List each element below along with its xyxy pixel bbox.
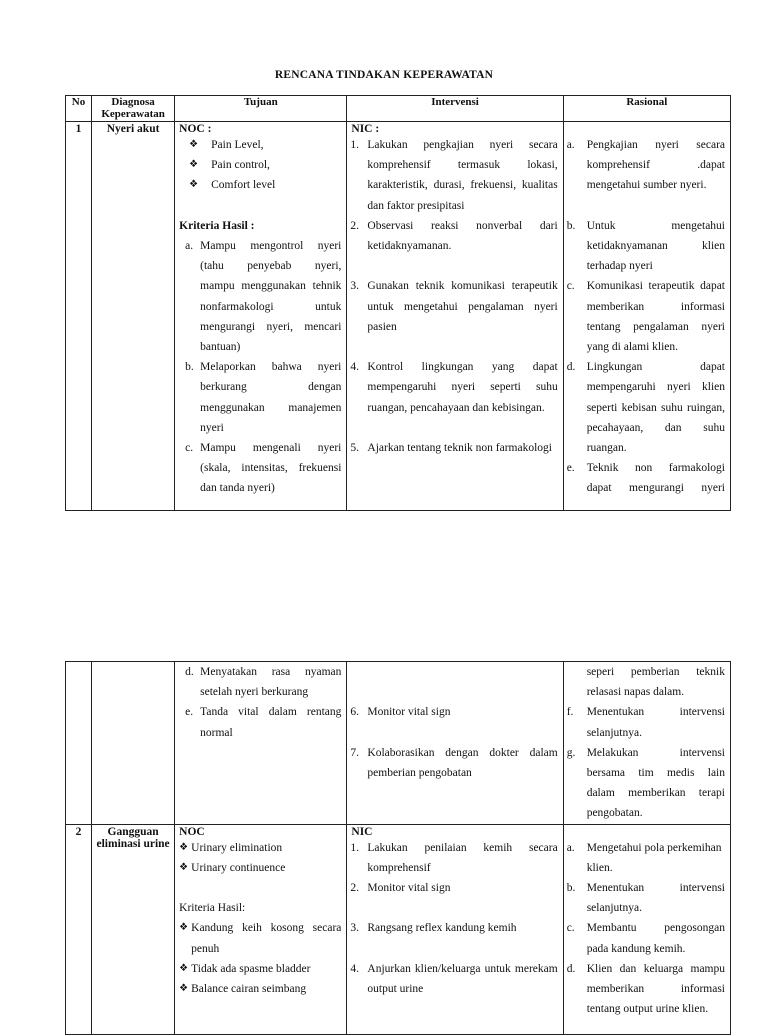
intervensi-cell: NIC 1. Lakukan penilaian kemih secara komprehensif 2. Monitor vital sign 3. Rangsang reflex kandung kemih 4. Anjurkan klien/keluarga untuk merekam output urine	[347, 824, 563, 1034]
diagnosa-cell: Gangguan eliminasi urine	[92, 824, 175, 1034]
table-row	[66, 122, 731, 511]
list-item: ❖ Pain control,	[175, 155, 346, 175]
diamond-bullet-icon: ❖	[179, 841, 189, 853]
list-item: 4. Anjurkan klien/keluarga untuk merekam	[350, 962, 558, 975]
list-item: 4. Kontrol lingkungan yang dapat	[350, 361, 558, 374]
care-plan-table-page1	[65, 95, 731, 511]
list-item: d. Lingkungan dapat	[566, 361, 725, 374]
nic-label: NIC :	[351, 123, 380, 135]
header-no: No	[66, 96, 92, 122]
noc-label: NOC	[179, 825, 205, 838]
header-diagnosa: Diagnosa Keperawatan	[92, 96, 175, 122]
row-number: 2	[66, 824, 92, 1034]
list-item: a. Pengkajian nyeri secara	[566, 139, 725, 151]
header-tujuan: Tujuan	[175, 96, 347, 122]
list-item: d. Menyatakan rasa nyaman	[185, 666, 342, 678]
tujuan-cell: NOC : ❖ Pain Level, ❖ Pain control, ❖ Comfort level Kriteria Hasil : a. Mampu mengontrol nyeri (tahu penyebab nyeri, mampu menggunakan tehnik nonfarmakologi untuk mengurangi nyeri, mencari bantuan) b. Melaporkan bahwa nyeri berkurang dengan menggunakan manajemen nyeri c. Mampu mengenali nyeri (skala, intensitas, frekuensi dan tanda nyeri)	[175, 122, 347, 511]
diamond-bullet-icon: ❖	[179, 861, 189, 873]
list-item: f. Menentukan intervensi	[566, 706, 725, 719]
tujuan-cell: d. Menyatakan rasa nyaman setelah nyeri berkurang e. Tanda vital dalam rentang normal	[175, 662, 347, 825]
list-item: ❖ Kandung keih kosong secara	[175, 918, 346, 938]
header-rasional: Rasional	[563, 96, 730, 122]
diamond-bullet-icon: ❖	[179, 922, 189, 934]
diamond-bullet-icon: ❖	[189, 139, 199, 150]
care-plan-table-page2	[65, 661, 731, 1035]
list-item: a. Mampu mengontrol nyeri	[185, 240, 342, 252]
diamond-bullet-icon: ❖	[179, 983, 189, 995]
table-row	[66, 662, 731, 825]
diamond-bullet-icon: ❖	[189, 159, 199, 171]
rasional-cell: a. Mengetahui pola perkemihan klien. b. Menentukan intervensi selanjutnya. c. Membantu pengosongan pada kandung kemih. d. Klien dan keluarga mampu memberikan informasi tentang output urine klien.	[563, 824, 730, 1034]
header-intervensi: Intervensi	[347, 96, 563, 122]
diamond-bullet-icon: ❖	[179, 962, 189, 974]
list-item: ❖ Urinary elimination	[175, 838, 346, 858]
list-item: c. Mampu mengenali nyeri	[185, 442, 342, 455]
list-item: 1. Lakukan pengkajian nyeri secara	[350, 139, 558, 151]
list-item: b. Untuk mengetahui	[566, 219, 725, 232]
list-item: ❖ Pain Level,	[175, 135, 346, 155]
list-item: ❖ Balance cairan seimbang	[175, 979, 346, 999]
list-item: 6. Monitor vital sign	[350, 706, 451, 719]
list-item: c. Membantu pengosongan	[566, 922, 725, 935]
document-title: RENCANA TINDAKAN KEPERAWATAN	[274, 69, 494, 81]
list-item: 2. Monitor vital sign	[350, 882, 451, 895]
list-item: ❖ Urinary continuence	[175, 858, 346, 878]
list-item: c. Komunikasi terapeutik dapat	[566, 280, 725, 293]
list-item: 2. Observasi reaksi nonverbal dari	[350, 219, 558, 232]
list-item: 3. Gunakan teknik komunikasi terapeutik	[350, 280, 558, 293]
intervensi-cell: NIC : 1. Lakukan pengkajian nyeri secara komprehensif termasuk lokasi, karakteristik, durasi, frekuensi, kualitas dan faktor presipitasi 2. Observasi reaksi nonverbal dari ketidaknyamanan. 3. Gunakan teknik komunikasi terapeutik untuk mengetahui pengalaman nyeri pasien 4. Kontrol lingkungan yang dapat mempengaruhi nyeri seperti suhu ruangan, pencahayaan dan kebisingan. 5. Ajarkan tentang teknik non farmakologi	[347, 122, 563, 511]
diamond-bullet-icon: ❖	[189, 179, 199, 191]
kriteria-label: Kriteria Hasil:	[179, 902, 246, 915]
noc-label: NOC :	[179, 123, 212, 135]
intervensi-cell: 6. Monitor vital sign 7. Kolaborasikan dengan dokter dalam pemberian pengobatan	[347, 662, 563, 825]
rasional-cell: seperi pemberian teknik relasasi napas dalam. f. Menentukan intervensi selanjutnya. g. Melakukan intervensi bersama tim medis lain dalam memberikan terapi pengobatan.	[563, 662, 730, 825]
list-item: ❖ Tidak ada spasme bladder	[175, 959, 346, 979]
list-item: b. Menentukan intervensi	[566, 882, 725, 895]
row-number: 1	[66, 122, 92, 511]
list-item: 7. Kolaborasikan dengan dokter dalam	[350, 746, 558, 759]
list-item: e. Tanda vital dalam rentang	[185, 706, 342, 719]
list-item: b. Melaporkan bahwa nyeri	[185, 361, 342, 374]
nic-label: NIC	[351, 825, 373, 838]
table-header-row	[66, 96, 731, 122]
list-item: a. Mengetahui pola perkemihan	[566, 841, 722, 854]
list-item: g. Melakukan intervensi	[566, 746, 725, 759]
rasional-cell: a. Pengkajian nyeri secara komprehensif .dapat mengetahui sumber nyeri. b. Untuk mengetahui ketidaknyamanan klien terhadap nyeri c. Komunikasi terapeutik dapat memberikan informasi tentang pengalaman nyeri yang di alami klien. d. Lingkungan dapat mempengaruhi nyeri klien seperti kebisan suhu ruingan, pecahayaan, dan suhu ruangan. e. Teknik non farmakologi dapat mengurangi nyeri	[563, 122, 730, 511]
list-item: d. Klien dan keluarga mampu	[566, 962, 725, 975]
list-item: 1. Lakukan penilaian kemih secara	[350, 841, 558, 854]
list-item: e. Teknik non farmakologi	[566, 462, 725, 475]
diagnosa-cell: Nyeri akut	[92, 122, 175, 511]
table-row	[66, 824, 731, 1034]
list-item: 5. Ajarkan tentang teknik non farmakologi	[350, 442, 552, 454]
tujuan-cell: NOC ❖ Urinary elimination ❖ Urinary continuence Kriteria Hasil: ❖ Kandung keih kosong secara penuh ❖ Tidak ada spasme bladder ❖ Balance cairan seimbang	[175, 824, 347, 1034]
list-item: 3. Rangsang reflex kandung kemih	[350, 922, 517, 935]
kriteria-label: Kriteria Hasil :	[179, 219, 255, 232]
list-item: ❖ Comfort level	[175, 175, 346, 195]
